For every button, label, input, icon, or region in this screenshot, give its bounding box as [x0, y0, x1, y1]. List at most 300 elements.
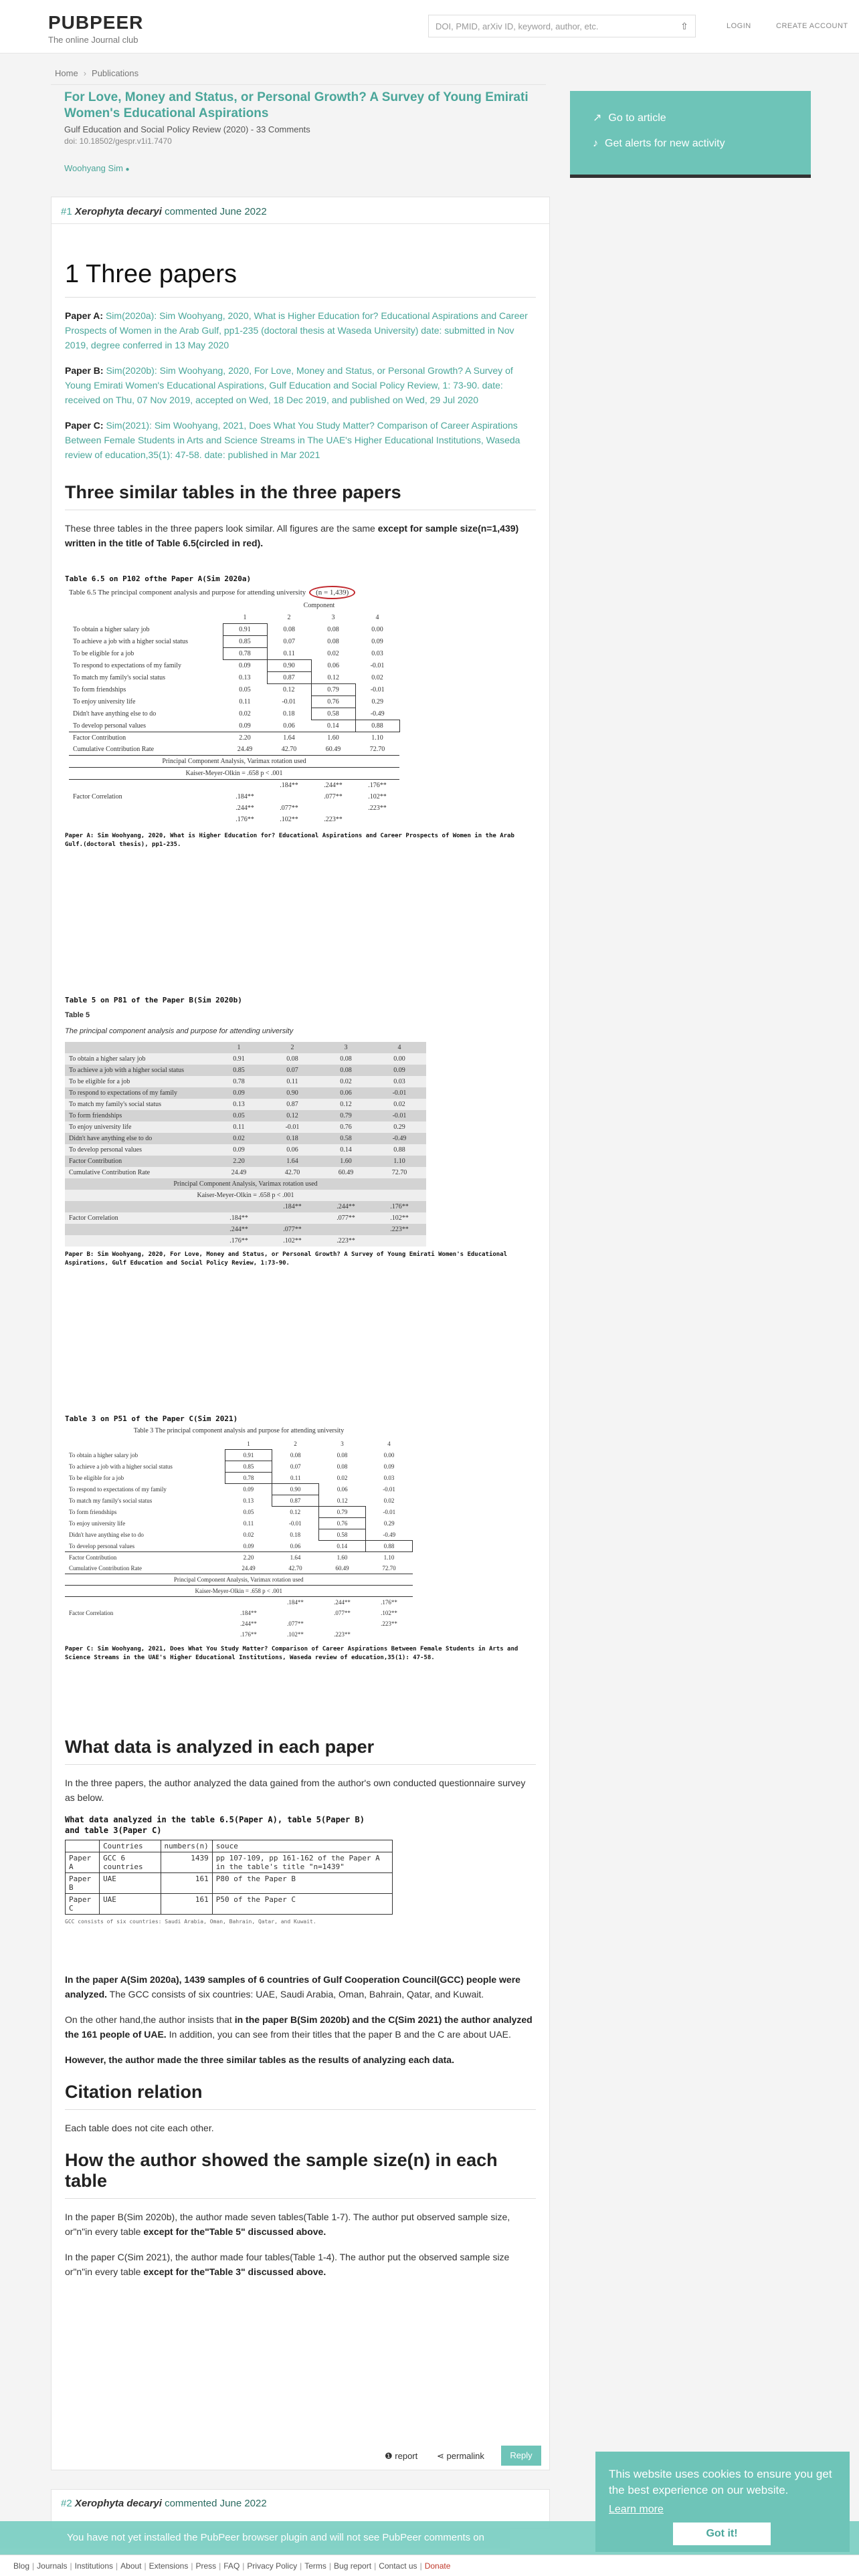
- row-label: [65, 1235, 212, 1247]
- row-label: To form friendships: [73, 686, 126, 693]
- breadcrumb-home[interactable]: Home: [55, 68, 78, 78]
- table-cell: 0.07: [283, 638, 295, 645]
- login-link[interactable]: LOGIN: [727, 22, 751, 30]
- table-cell: 0.87: [272, 1495, 319, 1507]
- header-cell: [69, 612, 223, 624]
- table-cell: 60.49: [319, 1167, 373, 1178]
- table-cell: 0.02: [337, 1475, 348, 1481]
- breadcrumb-publications[interactable]: Publications: [92, 68, 139, 78]
- table-cell: 0.58: [311, 708, 355, 720]
- header-cell: 3: [341, 1440, 344, 1448]
- table-cell: P50 of the Paper C: [212, 1894, 392, 1915]
- footer-link-terms[interactable]: Terms: [304, 2561, 326, 2571]
- table-cell: 0.03: [383, 1475, 395, 1481]
- row-label: To achieve a job with a higher social status: [73, 638, 189, 645]
- table-cell: 24.49: [212, 1167, 266, 1178]
- data-table-row: [66, 1852, 393, 1873]
- table-cell: 0.02: [239, 710, 251, 718]
- table-cell: .223**: [381, 1620, 397, 1627]
- table-cell: .244**: [235, 804, 254, 812]
- table-cell: 0.07: [290, 1463, 301, 1470]
- table-cell: .184**: [240, 1610, 257, 1616]
- table-cell: 0.76: [319, 1518, 366, 1529]
- row-label: Factor Correlation: [65, 1212, 212, 1224]
- paper-b-paragraph: [65, 363, 536, 407]
- pubpeer-logo[interactable]: [48, 12, 143, 45]
- cookie-learn-more[interactable]: Learn more: [609, 2504, 664, 2515]
- table-cell: 0.00: [371, 626, 383, 633]
- table-cell: 0.03: [373, 1076, 426, 1087]
- comment-card: [51, 197, 550, 2470]
- row-label: To respond to expectations of my family: [65, 1087, 212, 1099]
- footer-separator: |: [374, 2561, 377, 2571]
- table-cell: 0.79: [319, 1507, 366, 1518]
- table-cell: 0.09: [239, 722, 251, 730]
- table-cell: 0.14: [337, 1543, 348, 1549]
- table-cell: 0.06: [327, 662, 339, 669]
- row-label: [65, 1201, 212, 1212]
- section-similar-tables: Three similar tables in the three papers: [65, 482, 536, 510]
- table-cell: 0.09: [212, 1087, 266, 1099]
- table-cell: [366, 1629, 413, 1640]
- table-cell: 0.85: [225, 1461, 272, 1473]
- table-row: [69, 672, 399, 684]
- table-cell: .223**: [368, 804, 387, 812]
- table-cell: [223, 780, 267, 792]
- table-cell: 42.70: [266, 1167, 319, 1178]
- table-cell: 0.02: [383, 1497, 395, 1504]
- row-label: To achieve a job with a higher social status: [65, 1065, 212, 1076]
- sample-paragraph-2-text: In the paper C(Sim 2021), the author made four tables(Table 1-4). The author put the observed sample size or"n"in every table: [65, 2252, 510, 2277]
- table-cell: 0.09: [212, 1144, 266, 1156]
- table-row: [65, 1065, 426, 1076]
- table-cell: [319, 1224, 373, 1235]
- table-row: [69, 732, 399, 744]
- table-cell: 60.49: [335, 1565, 349, 1572]
- footer-link-journals[interactable]: Journals: [37, 2561, 68, 2571]
- table-cell: 60.49: [325, 746, 341, 753]
- row-label: To match my family's social status: [65, 1099, 212, 1110]
- breadcrumb: [55, 68, 138, 78]
- table-cell: .184**: [212, 1212, 266, 1224]
- table-row: [69, 744, 399, 756]
- orcid-icon: ●: [125, 166, 130, 173]
- paper-a-reference[interactable]: Sim(2020a): Sim Woohyang, 2020, What is Higher Education for? Educational Aspirations and Career Prospects of Women in the Arab Gulf, pp1-235 (doctoral thesis at Waseda University) date: submitted in Nov 2019, degree conferred in 13 May 2020: [65, 310, 528, 350]
- header-cell: 2: [287, 614, 291, 622]
- table-cell: 0.02: [243, 1531, 254, 1538]
- row-label: To obtain a higher salary job: [69, 1452, 138, 1459]
- table-cell: UAE: [100, 1894, 161, 1915]
- share-icon: ⋖: [437, 2451, 444, 2461]
- table-cell: 0.08: [290, 1452, 301, 1459]
- section-data-analyzed: What data is analyzed in each paper: [65, 1737, 536, 1765]
- table-header-row: [65, 1042, 426, 1053]
- logo-title: PUBPEER: [48, 12, 144, 33]
- data-paragraph-3: [65, 2052, 536, 2067]
- data-table-row: [66, 1894, 393, 1915]
- data-paragraph-1-text: The GCC consists of six countries: UAE, Saudi Arabia, Oman, Bahrain, Qatar, and Kuwait.: [107, 1989, 484, 2000]
- table-cell: 0.79: [319, 1110, 373, 1121]
- table-cell: 0.02: [212, 1133, 266, 1144]
- table-cell: 2.20: [225, 1552, 272, 1564]
- table-cell: .102**: [373, 1212, 426, 1224]
- table-cell: -0.01: [373, 1087, 426, 1099]
- table-cell: 0.09: [243, 1542, 254, 1549]
- table-cell: [319, 1618, 366, 1629]
- table-cell: .077**: [319, 1212, 373, 1224]
- table-cell: .223**: [319, 1235, 373, 1247]
- table-cell: -0.49: [373, 1133, 426, 1144]
- table-note-row: [65, 1190, 426, 1201]
- table-cell: -0.01: [370, 686, 385, 693]
- paper-b-reference[interactable]: Sim(2020b): Sim Woohyang, 2020, For Love, Money and Status, or Personal Growth? A Survey of Young Emirati Women's Educational Aspirations, Gulf Education and Social Policy Review, 1: 73-90. date: received on Thu, 07 Nov 2019, accepted on Wed, 18 Dec 2019, and published on Wed, 29 Jul 2020: [65, 365, 513, 405]
- footer-separator: |: [419, 2561, 422, 2571]
- table-cell: -0.01: [373, 1110, 426, 1121]
- table-row: [65, 1087, 426, 1099]
- table-cell: 0.76: [319, 1121, 373, 1133]
- table-note: Principal Component Analysis, Varimax rotation used: [65, 1574, 413, 1586]
- table-cell: 0.12: [337, 1497, 348, 1504]
- table-cell: [311, 802, 355, 814]
- table-row: [65, 1518, 413, 1529]
- table-cell: 0.29: [371, 698, 383, 706]
- table-cell: 0.12: [290, 1509, 301, 1516]
- go-to-article-link[interactable]: [593, 111, 788, 124]
- table-cell: 72.70: [373, 1167, 426, 1178]
- sample-paragraph-1-bold: except for the"Table 5" discussed above.: [143, 2226, 326, 2237]
- table-cell: [212, 1201, 266, 1212]
- row-label: [69, 802, 223, 814]
- table-row: [65, 1495, 413, 1507]
- table-cell: 0.87: [267, 672, 311, 684]
- table-row: [65, 1484, 413, 1495]
- header-cell: numbers(n): [161, 1840, 212, 1852]
- article-title[interactable]: For Love, Money and Status, or Personal Growth? A Survey of Young Emirati Women's Educational Aspirations: [64, 90, 529, 120]
- table-cell: Paper A: [66, 1852, 100, 1873]
- comment-actions: [52, 2443, 549, 2470]
- table-row: [65, 1529, 413, 1541]
- factor-correlation-row: [65, 1201, 426, 1212]
- row-label: Factor Correlation: [73, 793, 122, 800]
- header-cell: 3: [331, 614, 335, 622]
- table-row: [69, 648, 399, 660]
- header-cell: [65, 1042, 212, 1053]
- footer-link-bug-report[interactable]: Bug report: [334, 2561, 372, 2571]
- table-row: [69, 636, 399, 648]
- comment-2-number[interactable]: #2: [61, 2498, 72, 2509]
- citation-paragraph: Each table does not cite each other.: [65, 2123, 214, 2133]
- table-cell: 0.88: [373, 1144, 426, 1156]
- table-cell: 0.29: [383, 1520, 395, 1527]
- table-cell: 0.11: [243, 1520, 254, 1527]
- reply-button[interactable]: Reply: [501, 2446, 541, 2466]
- author-name: Woohyang Sim: [64, 163, 123, 173]
- table-cell: -0.01: [383, 1486, 395, 1493]
- paper-c-reference[interactable]: Sim(2021): Sim Woohyang, 2021, Does What You Study Matter? Comparison of Career Aspirations Between Female Students in Arts and Science Streams in The UAE's Higher Educational Institutions, Waseda review of education,35(1): 47-58. date: published in Mar 2021: [65, 420, 520, 460]
- comment-header: [52, 197, 549, 224]
- header-cell: 2: [266, 1042, 319, 1053]
- table-cell: 0.12: [283, 686, 295, 694]
- table-cell: [355, 814, 399, 825]
- table-cell: 0.12: [327, 673, 339, 681]
- cookie-text: This website uses cookies to ensure you get the best experience on our website.: [609, 2468, 832, 2496]
- table-cell: 1.60: [311, 732, 355, 744]
- search-input[interactable]: DOI, PMID, arXiv ID, keyword, author, etc.: [428, 15, 696, 37]
- table-cell: .077**: [334, 1610, 351, 1616]
- comment-number[interactable]: #1: [61, 206, 72, 217]
- row-label: Cumulative Contribution Rate: [69, 1565, 142, 1572]
- create-account-link[interactable]: CREATE ACCOUNT: [776, 22, 848, 30]
- table-note: Principal Component Analysis, Varimax rotation used: [65, 1178, 426, 1190]
- figure-3-note: Paper C: Sim Woohyang, 2021, Does What You Study Matter? Comparison of Career Aspirations Between Female Students in Arts and Science Streams in the UAE's Higher Educational Institutions, Waseda review of education,35(1): 47-58.: [65, 1646, 518, 1661]
- tables-intro-text: These three tables in the three papers look similar. All figures are the same: [65, 523, 378, 534]
- row-label: To be eligible for a job: [69, 1475, 124, 1481]
- table-cell: 0.91: [223, 624, 267, 636]
- table-cell: .077**: [287, 1620, 304, 1627]
- table-cell: -0.01: [288, 1520, 302, 1527]
- permalink-label: permalink: [446, 2451, 484, 2461]
- footer-link-about[interactable]: About: [120, 2561, 142, 2571]
- footer-link-faq[interactable]: FAQ: [223, 2561, 240, 2571]
- table-cell: 0.05: [239, 686, 251, 693]
- footer-link-privacy-policy[interactable]: Privacy Policy: [247, 2561, 298, 2571]
- figure-2-table: [65, 1042, 426, 1247]
- row-label: [69, 814, 223, 825]
- footer-separator: |: [219, 2561, 221, 2571]
- table-row: [65, 1144, 426, 1156]
- footer-separator: |: [144, 2561, 147, 2571]
- header-cell: 4: [375, 614, 379, 622]
- table-row: [65, 1110, 426, 1121]
- header-cell: 4: [373, 1042, 426, 1053]
- sample-paragraph-2-bold: except for the"Table 3" discussed above.: [143, 2266, 326, 2277]
- logo-subtitle: The online Journal club: [48, 35, 138, 45]
- table-cell: 0.00: [373, 1053, 426, 1065]
- table-cell: .244**: [319, 1597, 366, 1608]
- footer-link-blog[interactable]: Blog: [13, 2561, 30, 2571]
- table-cell: 72.70: [382, 1565, 396, 1572]
- table-header-row: [65, 1438, 413, 1450]
- table-cell: .223**: [373, 1224, 426, 1235]
- table-cell: 1.10: [355, 732, 399, 744]
- table-cell: 0.90: [266, 1087, 319, 1099]
- table-row: [69, 684, 399, 696]
- figure-2-title: The principal component analysis and purpose for attending university: [65, 1027, 294, 1035]
- table-cell: 0.88: [366, 1541, 413, 1552]
- row-label: Factor Contribution: [65, 1156, 212, 1167]
- table-cell: 0.13: [212, 1099, 266, 1110]
- section-citation: Citation relation: [65, 2082, 536, 2110]
- table-cell: Paper C: [66, 1894, 100, 1915]
- row-label: Factor Contribution: [65, 1552, 225, 1564]
- table-header-row: [69, 612, 399, 624]
- row-label: [65, 1629, 225, 1640]
- paper-b-label: Paper B:: [65, 365, 104, 376]
- table-cell: 161: [161, 1894, 212, 1915]
- row-label: To be eligible for a job: [73, 650, 134, 657]
- table-row: [65, 1133, 426, 1144]
- table-note: Kaiser-Meyer-Olkin = .658 p < .001: [65, 1190, 426, 1201]
- bell-icon: ♪: [593, 138, 598, 149]
- table-cell: 0.13: [243, 1497, 254, 1504]
- external-link-icon: ↗: [593, 112, 602, 124]
- table-row: [69, 720, 399, 732]
- footer-separator: |: [328, 2561, 332, 2571]
- table-cell: [267, 791, 311, 802]
- permalink-link[interactable]: [437, 2451, 484, 2462]
- table-cell: 0.08: [319, 1053, 373, 1065]
- row-label: Didn't have anything else to do: [69, 1531, 144, 1538]
- paper-a-label: Paper A:: [65, 310, 104, 321]
- table-cell: 0.87: [266, 1099, 319, 1110]
- header-cell: 4: [387, 1440, 391, 1448]
- table-cell: 1.64: [272, 1552, 319, 1564]
- table-cell: 1.10: [373, 1156, 426, 1167]
- table-cell: .244**: [240, 1620, 257, 1627]
- table-cell: 0.08: [337, 1463, 348, 1470]
- row-label: To develop personal values: [69, 1542, 135, 1549]
- table-cell: -0.01: [266, 1121, 319, 1133]
- plugin-banner[interactable]: You have not yet installed the PubPeer browser plugin and will not see PubPeer comments on: [0, 2521, 859, 2555]
- table-cell: GCC 6 countries: [100, 1852, 161, 1873]
- table-cell: 0.02: [319, 1076, 373, 1087]
- table-row: [65, 1156, 426, 1167]
- table-cell: .102**: [287, 1631, 304, 1638]
- footer-link-donate[interactable]: Donate: [424, 2561, 451, 2571]
- sample-paragraph-1: [65, 2210, 536, 2239]
- report-icon: ❶: [385, 2451, 393, 2461]
- footer-link-extensions[interactable]: Extensions: [149, 2561, 189, 2571]
- table-cell: 0.90: [267, 660, 311, 672]
- figure-4-table: [65, 1840, 393, 1915]
- table-cell: 24.49: [237, 746, 253, 753]
- row-label: To enjoy university life: [65, 1121, 212, 1133]
- search-icon[interactable]: ⇧: [680, 21, 688, 31]
- factor-correlation-row: [65, 1224, 426, 1235]
- table-cell: 0.09: [239, 662, 251, 670]
- factor-correlation-row: [65, 1235, 426, 1247]
- breadcrumb-divider: [51, 84, 546, 85]
- table-cell: 0.11: [283, 649, 295, 657]
- row-label: To respond to expectations of my family: [69, 1486, 167, 1493]
- footer-separator: |: [116, 2561, 118, 2571]
- row-label: [65, 1224, 212, 1235]
- paper-c-paragraph: [65, 418, 536, 462]
- table-cell: 0.11: [290, 1474, 301, 1481]
- row-label: Factor Correlation: [69, 1610, 114, 1616]
- table-cell: 0.13: [239, 674, 251, 681]
- report-link[interactable]: [385, 2451, 417, 2462]
- figure-1-n-circled: (n = 1,439): [309, 586, 355, 599]
- table-cell: 0.12: [266, 1110, 319, 1121]
- row-label: To obtain a higher salary job: [65, 1053, 212, 1065]
- table-cell: .077**: [266, 1224, 319, 1235]
- table-cell: [272, 1608, 319, 1618]
- table-cell: .176**: [373, 1201, 426, 1212]
- table-cell: 2.20: [223, 732, 267, 744]
- header-cell: souce: [212, 1840, 392, 1852]
- table-cell: 0.07: [266, 1065, 319, 1076]
- table-cell: 0.79: [311, 684, 355, 696]
- table-row: [69, 708, 399, 720]
- factor-correlation-row: [65, 1597, 413, 1608]
- row-label: To form friendships: [69, 1509, 117, 1515]
- table-note: Kaiser-Meyer-Olkin = .658 p < .001: [69, 768, 399, 780]
- table-cell: .184**: [266, 1201, 319, 1212]
- table-cell: -0.49: [370, 710, 385, 718]
- get-alerts-link[interactable]: [593, 138, 788, 150]
- table-cell: 1.60: [319, 1156, 373, 1167]
- table-cell: .176**: [235, 816, 254, 823]
- table-row: [65, 1552, 413, 1564]
- data-table-row: [66, 1873, 393, 1894]
- data-paragraph-2-text-a: On the other hand,the author insists that: [65, 2014, 235, 2025]
- table-row: [69, 660, 399, 672]
- figure-2-caption: Table 5 on P81 of the Paper B(Sim 2020b): [65, 996, 242, 1004]
- figure-1-title: [69, 588, 536, 597]
- report-label: report: [395, 2451, 418, 2461]
- table-cell: .102**: [368, 793, 387, 800]
- data-paragraph-2-text-b: In addition, you can see from their titles that the paper B and the C are about UAE.: [166, 2029, 511, 2040]
- footer-link-institutions[interactable]: Institutions: [74, 2561, 114, 2571]
- footer-link-press[interactable]: Press: [195, 2561, 217, 2571]
- header-cell: [66, 1840, 100, 1852]
- data-intro: In the three papers, the author analyzed the data gained from the author's own conducted questionnaire survey as below.: [65, 1778, 526, 1803]
- table-cell: 0.58: [319, 1133, 373, 1144]
- figure-1-title-text: Table 6.5 The principal component analysis and purpose for attending university: [69, 588, 306, 597]
- article-doi: doi: 10.18502/gespr.v1i1.7470: [64, 136, 172, 146]
- row-label: To be eligible for a job: [65, 1076, 212, 1087]
- table-cell: 0.02: [327, 650, 339, 657]
- table-row: [65, 1450, 413, 1461]
- header-cell: [65, 1438, 225, 1450]
- table-cell: 72.70: [369, 746, 385, 753]
- table-cell: 0.11: [212, 1121, 266, 1133]
- comment-author[interactable]: Xerophyta decaryi: [74, 206, 162, 217]
- table-row: [65, 1053, 426, 1065]
- row-label: To enjoy university life: [73, 698, 136, 706]
- table-cell: 0.11: [266, 1076, 319, 1087]
- table-cell: .102**: [266, 1235, 319, 1247]
- table-cell: 0.18: [283, 710, 295, 718]
- cookie-accept-button[interactable]: Got it!: [673, 2523, 771, 2545]
- figure-2-note: Paper B: Sim Woohyang, 2020, For Love, Money and Status, or Personal Growth? A Survey of Young Emirati Women's Educational Aspirations, Gulf Education and Social Policy Review, 1:73-90.: [65, 1251, 508, 1267]
- tables-intro-bold: except for sample size(n=1,439) written in the title of Table 6.5(circled in red).: [65, 523, 519, 548]
- table-cell: 0.18: [266, 1133, 319, 1144]
- header-cell: 1: [212, 1042, 266, 1053]
- table-cell: 0.09: [383, 1463, 395, 1470]
- article-author[interactable]: [64, 163, 130, 173]
- row-label: To enjoy university life: [69, 1520, 126, 1527]
- table-cell: 0.06: [266, 1144, 319, 1156]
- header-cell: 2: [294, 1440, 297, 1448]
- table-cell: 0.06: [290, 1542, 301, 1549]
- header-cell: 3: [319, 1042, 373, 1053]
- table-cell: 0.58: [319, 1529, 366, 1541]
- row-label: To match my family's social status: [73, 674, 166, 681]
- sample-paragraph-1-text: In the paper B(Sim 2020b), the author made seven tables(Table 1-7). The author put observed sample size, or"n"in every table: [65, 2212, 510, 2237]
- footer-link-contact-us[interactable]: Contact us: [379, 2561, 417, 2571]
- table-cell: 1.64: [267, 732, 311, 744]
- comment-2-author[interactable]: Xerophyta decaryi: [74, 2498, 162, 2509]
- row-label: Cumulative Contribution Rate: [65, 1167, 212, 1178]
- table-row: [65, 1563, 413, 1574]
- table-cell: 0.09: [373, 1065, 426, 1076]
- table-cell: [266, 1212, 319, 1224]
- side-panel: [570, 91, 811, 178]
- table-cell: .077**: [324, 793, 343, 800]
- data-paragraph-2-bold: in the paper B(Sim 2020b) and the C(Sim 2021) the author analyzed the 161 people of UAE.: [65, 2014, 533, 2040]
